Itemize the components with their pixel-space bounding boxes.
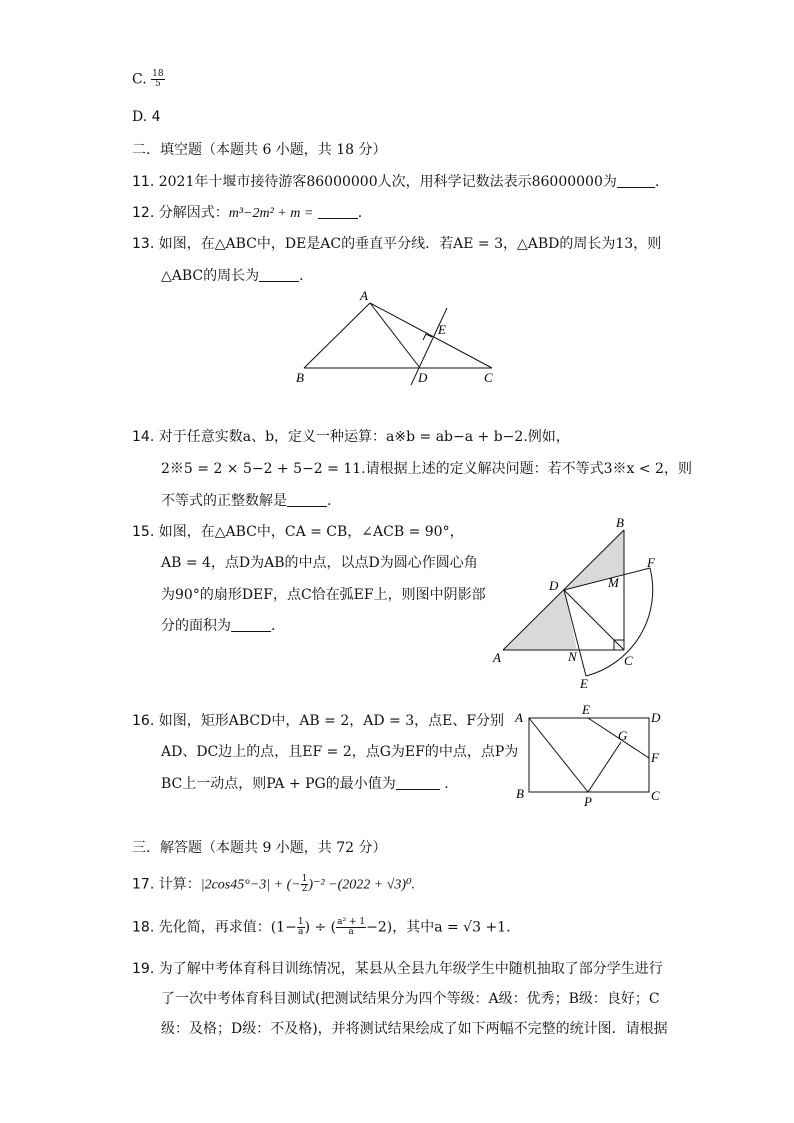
question-15-line-4 (161, 617, 275, 635)
question-16-line-1 (132, 712, 504, 730)
q14-end: . (327, 493, 332, 509)
q16-label-f: F (651, 750, 659, 765)
q13-line-2: △ABC的周长为 (161, 268, 260, 284)
option-c (132, 70, 165, 89)
question-19-line-1 (132, 960, 663, 978)
q17-number: 17. (132, 876, 155, 893)
q13-label-a: A (360, 288, 368, 303)
q17-part-2: )⁻² −(2022 + √3)⁰. (308, 877, 416, 893)
option-d-value: 4 (151, 109, 161, 125)
q18-fraction-1 (297, 918, 305, 937)
q15-label-m: M (608, 575, 619, 590)
option-c-denominator: 5 (154, 79, 161, 89)
option-d-label: D. (132, 109, 148, 125)
q18-number: 18. (132, 919, 155, 936)
q17-prefix: 计算： (158, 876, 201, 893)
q11-end: . (654, 174, 660, 190)
q16-label-a: A (515, 710, 523, 725)
q19-line-1: 为了解中考体育科目训练情况，某县从全县九年级学生中随机抽取了部分学生进行 (158, 961, 663, 977)
question-14-line-3 (161, 492, 331, 510)
q18-fraction-2-denominator: a (348, 927, 354, 937)
q13-label-d: D (418, 370, 428, 385)
q18-fraction-1-numerator: 1 (297, 917, 304, 927)
q15-sector-figure (490, 512, 670, 690)
q15-label-d: D (549, 578, 559, 593)
question-18 (132, 918, 511, 937)
q13-label-c: C (484, 370, 493, 385)
q15-label-a: A (493, 650, 501, 665)
q19-line-3: 级：及格；D级：不及格)，并将测试结果绘成了如下两幅不完整的统计图．请根据 (161, 1021, 668, 1037)
q18-mid: ) ÷ ( (304, 919, 337, 936)
q13-triangle-figure (290, 288, 510, 388)
q15-line-4: 分的面积为 (161, 618, 231, 634)
q15-label-n: N (568, 649, 577, 664)
q17-fraction-denominator: 2 (301, 884, 308, 894)
q13-answer-blank[interactable] (259, 267, 299, 282)
q13-perpendicular-bisector (411, 308, 447, 385)
q14-line-3: 不等式的正整数解是 (161, 493, 287, 509)
q17-part-1: |2cos45°−3| + (− (200, 877, 301, 893)
q19-number: 19. (132, 961, 155, 977)
q19-line-2: 了一次中考体育科目测试(把测试结果分为四个等级：A级：优秀；B级：良好；C (161, 991, 660, 1007)
q13-label-e: E (438, 322, 446, 337)
q18-fraction-2-numerator: a² + 1 (337, 917, 366, 927)
q12-end: . (357, 205, 363, 221)
q18-fraction-1-denominator: a (298, 927, 304, 937)
q16-number: 16. (132, 713, 155, 729)
q15-line-2: AB = 4，点D为AB的中点，以点D为圆心作圆心角 (161, 555, 478, 571)
q16-line-2: AD、DC边上的点，且EF = 2，点G为EF的中点，点P为 (161, 744, 519, 760)
q15-end: . (271, 618, 276, 634)
q15-line-1: 如图，在△ABC中，CA = CB，∠ACB = 90°， (158, 524, 464, 540)
option-c-fraction (151, 70, 164, 89)
q15-answer-blank[interactable] (231, 617, 271, 632)
q11-answer-blank[interactable] (617, 173, 655, 188)
q16-answer-blank[interactable] (396, 775, 440, 790)
q16-rectangle-figure (508, 702, 668, 810)
q13-number: 13. (132, 236, 155, 252)
q15-label-c: C (624, 653, 633, 668)
q18-suffix: −2)，其中a = √3 +1. (366, 919, 511, 936)
q12-number: 12. (132, 205, 155, 221)
q17-fraction-numerator: 1 (301, 874, 308, 884)
question-13-line-1 (132, 235, 661, 253)
option-c-numerator: 18 (152, 69, 164, 79)
question-11 (132, 173, 659, 191)
q18-fraction-2 (336, 918, 366, 937)
q13-segment-ad (370, 303, 420, 368)
option-d (132, 108, 161, 126)
q15-label-e: E (580, 676, 588, 690)
q16-rectangle-abcd (529, 718, 649, 792)
q14-line-1: 对于任意实数a、b，定义一种运算：a※b = ab−a + b−2.例如， (158, 429, 570, 445)
q12-answer-blank[interactable] (318, 204, 358, 219)
q16-label-p: P (584, 794, 592, 809)
question-12 (132, 204, 362, 223)
q18-prefix: 先化简，再求值：(1− (158, 919, 297, 936)
q14-line-2: 2※5 = 2 × 5−2 + 5−2 = 11.请根据上述的定义解决问题：若不等式3※x < 2，则 (161, 461, 692, 477)
q16-line-1: 如图，矩形ABCD中，AB = 2，AD = 3，点E、F分别 (158, 713, 505, 729)
q14-answer-blank[interactable] (287, 492, 327, 507)
q15-number: 15. (132, 524, 155, 540)
q16-segment-pa (529, 718, 588, 792)
q12-expression: m³−2m² + m = (228, 206, 314, 221)
question-16-line-3 (161, 775, 449, 793)
q16-segment-pg (588, 742, 621, 792)
q15-line-3: 为90°的扇形DEF，点C恰在弧EF上，则图中阴影部 (161, 587, 486, 603)
q16-line-3: BC上一动点，则PA + PG的最小值为 (161, 776, 396, 792)
question-13-line-2 (161, 267, 304, 285)
question-15-line-1 (132, 523, 464, 541)
q12-prefix: 分解因式： (158, 205, 229, 221)
q16-label-c: C (651, 788, 660, 803)
q11-text: 2021年十堰市接待游客86000000人次，用科学记数法表示86000000为 (158, 174, 617, 190)
question-14-line-1 (132, 428, 570, 446)
q15-label-b: B (616, 515, 624, 530)
q16-label-e: E (582, 702, 590, 717)
q16-label-d: D (651, 710, 661, 725)
q14-number: 14. (132, 429, 155, 445)
q13-end: . (299, 268, 304, 284)
section-3-title: 三．解答题（本题共 9 小题，共 72 分） (132, 840, 387, 856)
section-2-title: 二．填空题（本题共 6 小题，共 18 分） (132, 142, 387, 158)
q13-label-b: B (296, 370, 304, 385)
q13-line-1: 如图，在△ABC中，DE是AC的垂直平分线．若AE = 3，△ABD的周长为13，则 (158, 236, 662, 252)
q13-segment-ac (370, 303, 492, 368)
q16-end: . (444, 776, 449, 792)
option-c-label: C. (132, 71, 147, 88)
q16-label-g: G (618, 728, 628, 743)
q15-label-f: F (647, 555, 655, 570)
q11-number: 11. (132, 174, 155, 190)
question-17 (132, 875, 415, 895)
q13-segment-ab (304, 303, 370, 368)
q16-label-b: B (516, 786, 524, 801)
